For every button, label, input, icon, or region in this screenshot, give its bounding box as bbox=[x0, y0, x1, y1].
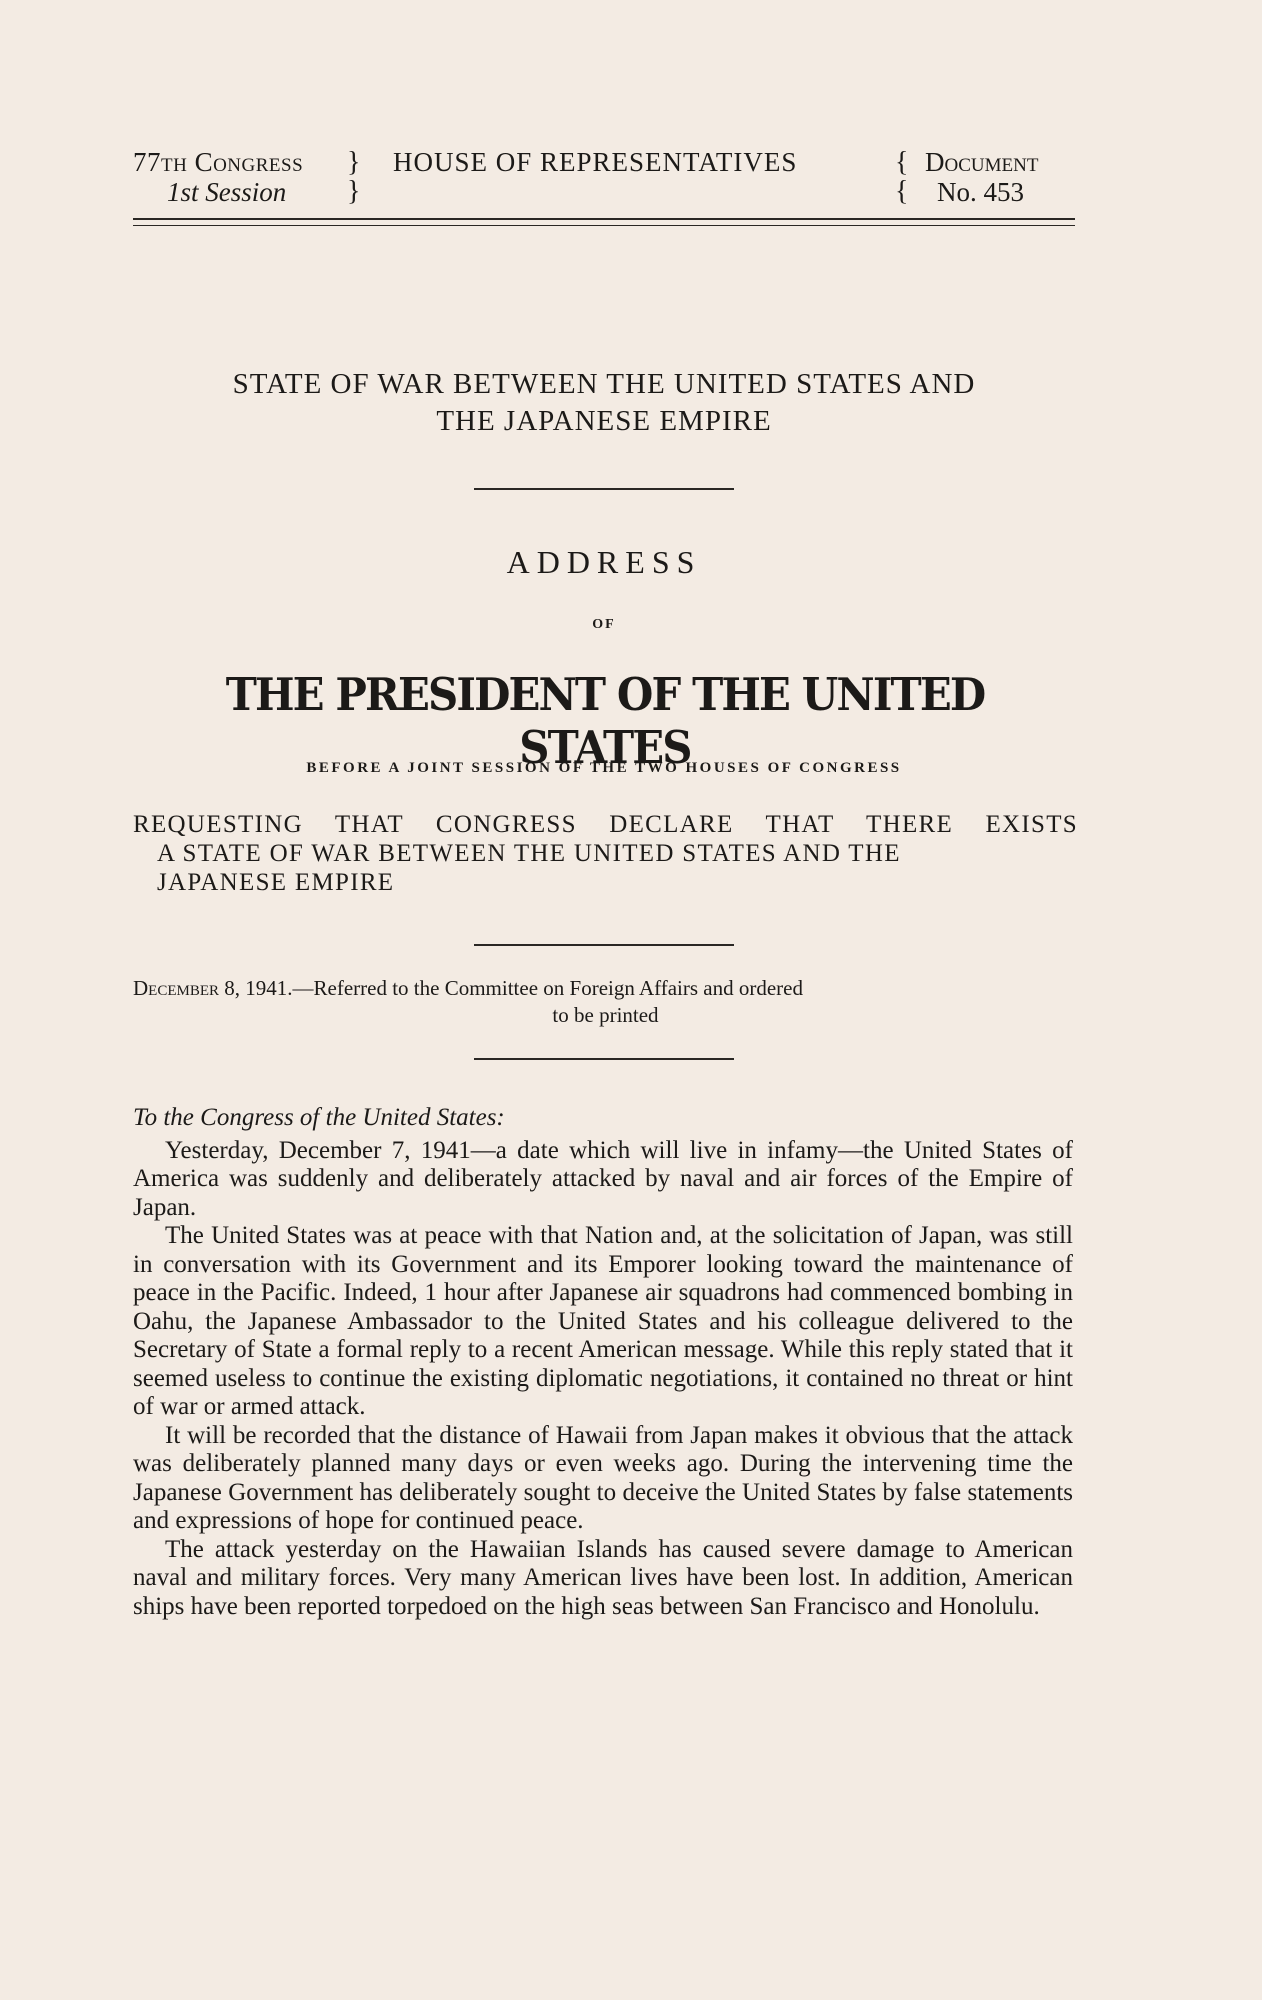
request-line-2: A STATE OF WAR BETWEEN THE UNITED STATES AND THE bbox=[157, 840, 901, 867]
address-heading: ADDRESS bbox=[506, 544, 702, 580]
of-text: OF bbox=[592, 617, 616, 632]
congress-label: 77th Congress bbox=[133, 147, 304, 177]
paragraph-4: The attack yesterday on the Hawaiian Islands has caused severe damage to American naval and military forces. Very many American lives have been lost. In addition, American ships have been reported torpedoed on the high seas between San Francisco and Honolulu. bbox=[133, 1535, 1073, 1620]
referral-line-1 bbox=[133, 975, 1078, 1002]
right-brace: { { bbox=[895, 147, 909, 207]
salutation: To the Congress of the United States: bbox=[133, 1104, 505, 1131]
divider-rule-2 bbox=[474, 944, 734, 946]
address-body bbox=[133, 1104, 1073, 1621]
document-label: Document bbox=[925, 147, 1039, 177]
divider-rule-1 bbox=[474, 488, 734, 490]
header-double-rule bbox=[133, 218, 1075, 226]
paragraph-1: Yesterday, December 7, 1941—a date which will live in infamy—the United States of America was suddenly and deliberately attacked by naval and air forces of the Empire of Japan. bbox=[133, 1136, 1073, 1221]
document-title bbox=[133, 366, 1075, 440]
divider-rule-3 bbox=[474, 1058, 734, 1060]
paragraph-2: The United States was at peace with that Nation and, at the solicitation of Japan, was still in conversation with its Government and its Emporer looking toward the maintenance of peace in the Pacific. Indeed, 1 hour after Japanese air squadrons had commenced bombing in Oahu, the Japanese Ambassador to the United States and his colleague delivered to the Secretary of State a formal reply to a recent American message. While this reply stated that it seemed useless to continue the existing diplomatic negotiations, it contained no threat or hint of war or armed attack. bbox=[133, 1222, 1073, 1420]
title-line-1: STATE OF WAR BETWEEN THE UNITED STATES AND bbox=[232, 368, 976, 400]
president-heading: THE PRESIDENT OF THE UNITED STATES bbox=[225, 668, 985, 774]
session-label: 1st Session bbox=[167, 177, 287, 207]
request-statement bbox=[133, 810, 1078, 897]
referral-line-2: to be printed bbox=[552, 1003, 659, 1027]
congress-session-block bbox=[133, 147, 304, 207]
paragraph-3: It will be recorded that the distance of Hawaii from Japan makes it obvious that the attack was deliberately planned many days or even weeks ago. During the intervening time the Japanese Government has deliberately sought to deceive the United States by false statements and expressions of hope for continued peace. bbox=[133, 1421, 1073, 1534]
title-line-2: THE JAPANESE EMPIRE bbox=[436, 405, 772, 437]
referral-text: —Referred to the Committee on Foreign Affairs and ordered bbox=[292, 976, 803, 1000]
document-number: No. 453 bbox=[937, 177, 1024, 207]
left-brace: } } bbox=[347, 147, 361, 207]
chamber-label: HOUSE OF REPRESENTATIVES bbox=[393, 147, 798, 177]
joint-session-text: BEFORE A JOINT SESSION OF THE TWO HOUSES OF CONGRESS bbox=[306, 760, 902, 776]
document-header bbox=[133, 148, 1075, 208]
referral-date: December 8, 1941. bbox=[133, 976, 293, 1000]
document-number-block bbox=[925, 147, 1039, 207]
request-line-3: JAPANESE EMPIRE bbox=[157, 869, 395, 896]
request-line-1: REQUESTING THAT CONGRESS DECLARE THAT THERE EXISTS bbox=[133, 811, 1078, 838]
referral-note bbox=[133, 975, 1078, 1029]
